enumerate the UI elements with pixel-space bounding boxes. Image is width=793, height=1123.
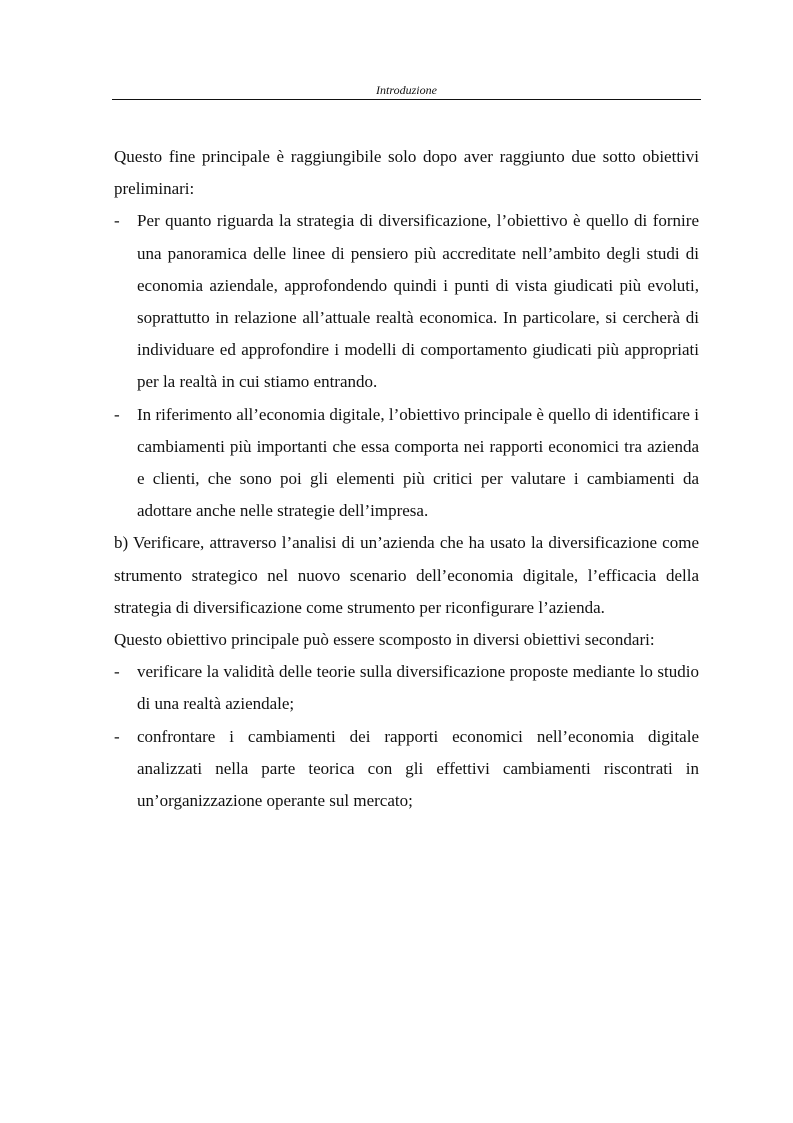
intro-paragraph: Questo fine principale è raggiungibile solo dopo aver raggiunto due sotto obiettivi preliminari: <box>114 147 699 199</box>
list-item <box>114 399 699 528</box>
list-item-text: In riferimento all’economia digitale, l’obiettivo principale è quello di identificare i cambiamenti più importanti che essa comporta nei rapporti economici tra azienda e clienti, che sono poi gli elementi più critici per valutare i cambiamenti da adottare anche nelle strategie dell’impresa. <box>137 404 699 521</box>
running-header: Introduzione <box>376 83 437 97</box>
list-item <box>114 656 699 720</box>
paragraph-b: b) Verificare, attraverso l’analisi di un’azienda che ha usato la diversificazione come strumento strategico nel nuovo scenario dell’economia digitale, l’efficacia della strategia di diversificazione come strumento per riconfigurare l’azienda. <box>114 533 699 617</box>
list-dash: - <box>114 726 120 746</box>
list-dash: - <box>114 662 120 682</box>
list-item-text: Per quanto riguarda la strategia di diversificazione, l’obiettivo è quello di fornire una panoramica delle linee di pensiero più accreditate nell’ambito degli studi di economia aziendale, approfondendo quindi i punti di vista giudicati più evoluti, soprattutto in relazione all’attuale realtà economica. In particolare, si cercherà di individuare ed approfondire i modelli di comportamento giudicati più appropriati per la realtà in cui stiamo entrando. <box>137 211 699 392</box>
list-item <box>114 721 699 818</box>
preliminary-objectives-list <box>114 205 699 527</box>
list-dash: - <box>114 211 120 231</box>
secondary-objectives-intro: Questo obiettivo principale può essere scomposto in diversi obiettivi secondari: <box>114 630 655 650</box>
list-item <box>114 205 699 398</box>
list-item-text: confrontare i cambiamenti dei rapporti economici nell’economia digitale analizzati nella parte teorica con gli effettivi cambiamenti riscontrati in un’organizzazione operante sul mercato; <box>137 726 699 811</box>
header-divider <box>112 99 701 100</box>
secondary-objectives-list <box>114 656 699 817</box>
list-item-text: verificare la validità delle teorie sulla diversificazione proposte mediante lo studio di una realtà aziendale; <box>137 662 699 714</box>
list-dash: - <box>114 404 120 424</box>
body-text <box>114 141 699 817</box>
